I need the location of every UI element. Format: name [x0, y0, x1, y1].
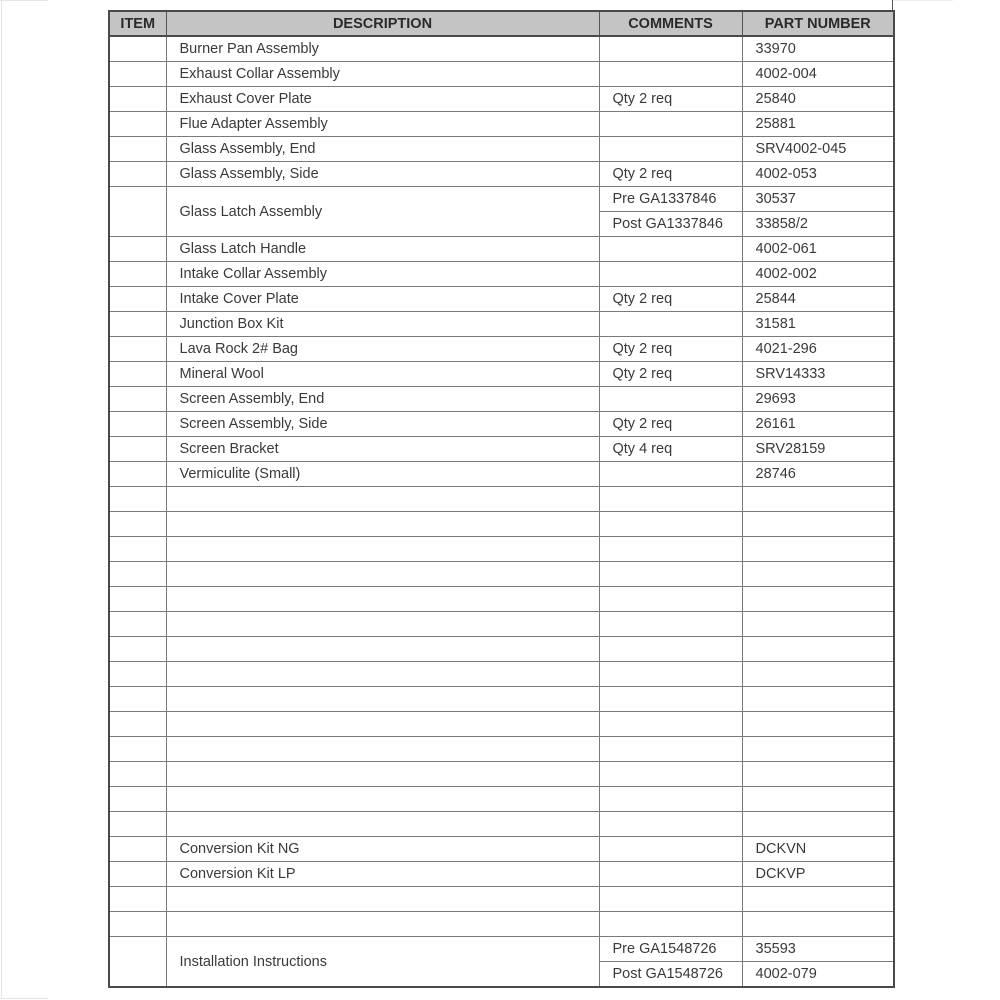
description-cell: Exhaust Cover Plate	[166, 87, 599, 112]
item-cell	[109, 687, 166, 712]
item-cell	[109, 337, 166, 362]
part-number-cell: 31581	[742, 312, 894, 337]
description-cell	[166, 662, 599, 687]
part-number-cell	[742, 612, 894, 637]
table-row	[109, 162, 894, 187]
part-number-cell	[742, 512, 894, 537]
comments-cell	[599, 137, 742, 162]
page-edge-left	[1, 0, 2, 998]
item-cell	[109, 462, 166, 487]
header-item: ITEM	[109, 11, 166, 36]
table-row	[109, 237, 894, 262]
part-number-cell	[742, 487, 894, 512]
table-row	[109, 487, 894, 512]
comments-cell	[599, 787, 742, 812]
table-row	[109, 812, 894, 837]
description-cell	[166, 512, 599, 537]
part-number-cell: SRV14333	[742, 362, 894, 387]
comments-cell	[599, 862, 742, 887]
part-number-cell: 25881	[742, 112, 894, 137]
item-cell	[109, 87, 166, 112]
description-cell	[166, 912, 599, 937]
part-number-cell	[742, 812, 894, 837]
item-cell	[109, 512, 166, 537]
table-row	[109, 637, 894, 662]
part-number-cell: 33970	[742, 36, 894, 62]
table-row	[109, 712, 894, 737]
item-cell	[109, 262, 166, 287]
description-cell	[166, 687, 599, 712]
comments-cell	[599, 537, 742, 562]
comments-cell: Qty 2 req	[599, 87, 742, 112]
header-description: DESCRIPTION	[166, 11, 599, 36]
table-row	[109, 412, 894, 437]
part-number-cell: 26161	[742, 412, 894, 437]
table-row	[109, 912, 894, 937]
item-cell	[109, 187, 166, 237]
comments-cell	[599, 737, 742, 762]
description-cell	[166, 712, 599, 737]
comments-cell: Pre GA1548726	[599, 937, 742, 962]
description-cell: Glass Latch Assembly	[166, 187, 599, 237]
description-cell	[166, 812, 599, 837]
table-row	[109, 437, 894, 462]
table-row	[109, 587, 894, 612]
item-cell	[109, 287, 166, 312]
comments-cell	[599, 587, 742, 612]
description-cell	[166, 787, 599, 812]
description-cell: Intake Cover Plate	[166, 287, 599, 312]
comments-cell: Qty 2 req	[599, 412, 742, 437]
part-number-cell: 4002-061	[742, 237, 894, 262]
description-cell: Burner Pan Assembly	[166, 36, 599, 62]
description-cell: Glass Assembly, End	[166, 137, 599, 162]
item-cell	[109, 437, 166, 462]
description-cell	[166, 537, 599, 562]
comments-cell: Qty 2 req	[599, 362, 742, 387]
header-part-number: PART NUMBER	[742, 11, 894, 36]
comments-cell	[599, 237, 742, 262]
comments-cell	[599, 812, 742, 837]
item-cell	[109, 36, 166, 62]
table-row	[109, 337, 894, 362]
item-cell	[109, 62, 166, 87]
description-cell: Screen Bracket	[166, 437, 599, 462]
comments-cell	[599, 612, 742, 637]
comments-cell	[599, 62, 742, 87]
table-row	[109, 87, 894, 112]
description-cell: Lava Rock 2# Bag	[166, 337, 599, 362]
table-body	[109, 36, 894, 987]
part-number-cell: 4002-079	[742, 962, 894, 988]
comments-cell: Qty 2 req	[599, 162, 742, 187]
table-row	[109, 562, 894, 587]
part-number-cell: 35593	[742, 937, 894, 962]
table-row	[109, 737, 894, 762]
part-number-cell	[742, 912, 894, 937]
part-number-cell	[742, 787, 894, 812]
description-cell	[166, 562, 599, 587]
part-number-cell: 25840	[742, 87, 894, 112]
item-cell	[109, 887, 166, 912]
comments-cell	[599, 712, 742, 737]
description-cell: Conversion Kit NG	[166, 837, 599, 862]
item-cell	[109, 387, 166, 412]
comments-cell: Post GA1548726	[599, 962, 742, 988]
item-cell	[109, 412, 166, 437]
item-cell	[109, 587, 166, 612]
part-number-cell	[742, 712, 894, 737]
part-number-cell: 30537	[742, 187, 894, 212]
comments-cell	[599, 487, 742, 512]
description-cell: Vermiculite (Small)	[166, 462, 599, 487]
comments-cell	[599, 887, 742, 912]
item-cell	[109, 612, 166, 637]
item-cell	[109, 837, 166, 862]
description-cell	[166, 762, 599, 787]
comments-cell	[599, 512, 742, 537]
table-row	[109, 937, 894, 962]
item-cell	[109, 537, 166, 562]
item-cell	[109, 812, 166, 837]
part-number-cell: SRV28159	[742, 437, 894, 462]
part-number-cell: 4002-002	[742, 262, 894, 287]
table-header-row	[109, 11, 894, 36]
description-cell: Junction Box Kit	[166, 312, 599, 337]
comments-cell	[599, 662, 742, 687]
part-number-cell: 25844	[742, 287, 894, 312]
page-edge-right	[892, 0, 893, 10]
description-cell: Mineral Wool	[166, 362, 599, 387]
item-cell	[109, 487, 166, 512]
comments-cell	[599, 762, 742, 787]
item-cell	[109, 712, 166, 737]
parts-list-table	[108, 10, 895, 988]
item-cell	[109, 312, 166, 337]
table-row	[109, 462, 894, 487]
item-cell	[109, 937, 166, 988]
description-cell: Exhaust Collar Assembly	[166, 62, 599, 87]
item-cell	[109, 737, 166, 762]
table-row	[109, 312, 894, 337]
header-comments: COMMENTS	[599, 11, 742, 36]
table-row	[109, 837, 894, 862]
table-row	[109, 762, 894, 787]
table-row	[109, 862, 894, 887]
table-row	[109, 512, 894, 537]
table-row	[109, 187, 894, 212]
comments-cell	[599, 912, 742, 937]
description-cell: Glass Latch Handle	[166, 237, 599, 262]
comments-cell: Qty 4 req	[599, 437, 742, 462]
page-edge-top	[0, 0, 48, 1]
comments-cell	[599, 312, 742, 337]
table-row	[109, 612, 894, 637]
table-row	[109, 362, 894, 387]
comments-cell	[599, 112, 742, 137]
item-cell	[109, 362, 166, 387]
description-cell	[166, 737, 599, 762]
table-row	[109, 387, 894, 412]
part-number-cell: SRV4002-045	[742, 137, 894, 162]
comments-cell	[599, 687, 742, 712]
part-number-cell	[742, 762, 894, 787]
description-cell	[166, 637, 599, 662]
part-number-cell	[742, 562, 894, 587]
item-cell	[109, 637, 166, 662]
item-cell	[109, 562, 166, 587]
comments-cell: Qty 2 req	[599, 287, 742, 312]
description-cell	[166, 612, 599, 637]
part-number-cell: 28746	[742, 462, 894, 487]
table-row	[109, 537, 894, 562]
comments-cell	[599, 562, 742, 587]
table-row	[109, 687, 894, 712]
description-cell: Intake Collar Assembly	[166, 262, 599, 287]
description-cell: Screen Assembly, Side	[166, 412, 599, 437]
part-number-cell: DCKVP	[742, 862, 894, 887]
description-cell: Installation Instructions	[166, 937, 599, 988]
item-cell	[109, 762, 166, 787]
comments-cell	[599, 462, 742, 487]
table-row	[109, 787, 894, 812]
comments-cell	[599, 36, 742, 62]
table-row	[109, 262, 894, 287]
comments-cell: Post GA1337846	[599, 212, 742, 237]
item-cell	[109, 237, 166, 262]
table-row	[109, 287, 894, 312]
comments-cell	[599, 837, 742, 862]
item-cell	[109, 912, 166, 937]
page-edge-bottom	[0, 998, 48, 999]
comments-cell: Pre GA1337846	[599, 187, 742, 212]
page-edge-top-right	[893, 0, 953, 1]
table-row	[109, 662, 894, 687]
table-row	[109, 112, 894, 137]
part-number-cell	[742, 637, 894, 662]
part-number-cell: DCKVN	[742, 837, 894, 862]
comments-cell	[599, 637, 742, 662]
part-number-cell: 4002-053	[742, 162, 894, 187]
description-cell: Conversion Kit LP	[166, 862, 599, 887]
description-cell: Screen Assembly, End	[166, 387, 599, 412]
part-number-cell: 4002-004	[742, 62, 894, 87]
part-number-cell	[742, 587, 894, 612]
part-number-cell	[742, 737, 894, 762]
part-number-cell: 4021-296	[742, 337, 894, 362]
item-cell	[109, 662, 166, 687]
table-row	[109, 137, 894, 162]
description-cell: Flue Adapter Assembly	[166, 112, 599, 137]
table-row	[109, 62, 894, 87]
description-cell	[166, 587, 599, 612]
item-cell	[109, 137, 166, 162]
comments-cell	[599, 387, 742, 412]
part-number-cell	[742, 687, 894, 712]
item-cell	[109, 787, 166, 812]
item-cell	[109, 862, 166, 887]
item-cell	[109, 112, 166, 137]
part-number-cell: 29693	[742, 387, 894, 412]
part-number-cell	[742, 887, 894, 912]
description-cell: Glass Assembly, Side	[166, 162, 599, 187]
comments-cell: Qty 2 req	[599, 337, 742, 362]
table-row	[109, 887, 894, 912]
description-cell	[166, 887, 599, 912]
item-cell	[109, 162, 166, 187]
part-number-cell	[742, 537, 894, 562]
table-row	[109, 36, 894, 62]
description-cell	[166, 487, 599, 512]
part-number-cell	[742, 662, 894, 687]
part-number-cell: 33858/2	[742, 212, 894, 237]
comments-cell	[599, 262, 742, 287]
